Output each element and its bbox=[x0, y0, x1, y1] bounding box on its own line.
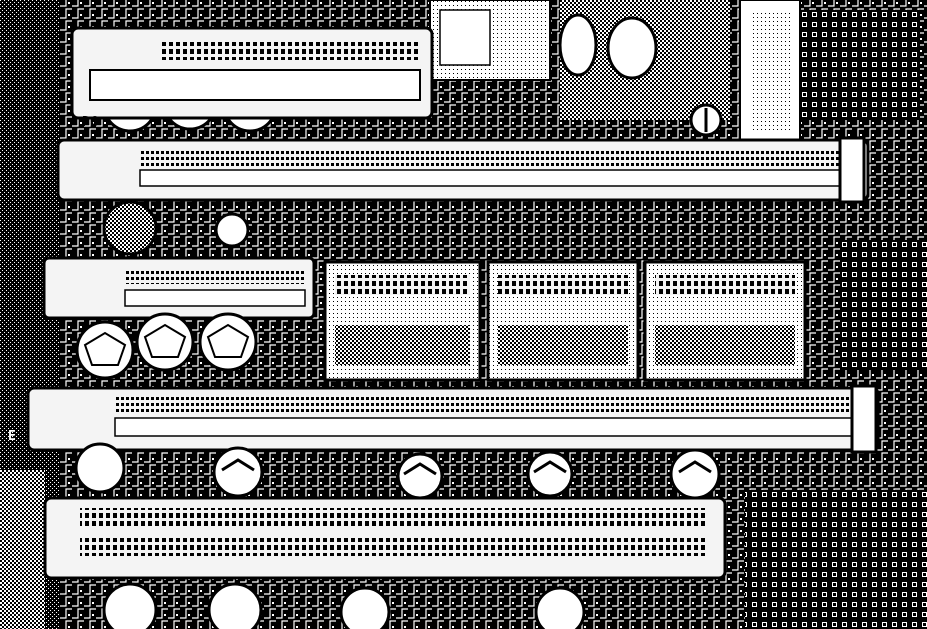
right-grid-header bbox=[840, 240, 927, 370]
capacitor bbox=[209, 584, 261, 629]
pcb-dark-bottom-left bbox=[0, 470, 45, 629]
capacitor bbox=[200, 314, 256, 370]
capacitor bbox=[214, 448, 262, 496]
capacitor bbox=[137, 314, 193, 370]
capacitor bbox=[216, 214, 248, 246]
right-bottom-grid bbox=[745, 490, 927, 629]
expansion-slot-1 bbox=[72, 28, 432, 118]
slot-pins bbox=[160, 42, 420, 60]
top-chip-inner bbox=[440, 10, 490, 65]
expansion-slot-2 bbox=[58, 138, 868, 202]
capacitor bbox=[560, 15, 596, 75]
slot-pins bbox=[80, 508, 705, 526]
connector-blocks bbox=[325, 262, 805, 380]
capacitor bbox=[76, 444, 124, 492]
capacitor bbox=[671, 450, 719, 498]
expansion-slot-3 bbox=[44, 258, 314, 318]
capacitor bbox=[341, 588, 389, 629]
capacitor bbox=[528, 452, 572, 496]
capacitor bbox=[608, 18, 656, 78]
capacitor bbox=[77, 322, 133, 378]
slot-pins bbox=[80, 538, 705, 556]
silkscreen-label-edge: E bbox=[8, 429, 16, 444]
capacitor bbox=[104, 202, 156, 254]
lower-capacitors bbox=[77, 314, 256, 378]
silkscreen-label-pc: PC bbox=[82, 115, 98, 130]
slot-pins bbox=[140, 148, 840, 166]
top-right-header bbox=[800, 10, 920, 120]
capacitor bbox=[398, 454, 442, 498]
top-right-heatsink-fins bbox=[750, 10, 790, 130]
expansion-slot-5 bbox=[45, 498, 725, 578]
slot-pins bbox=[125, 268, 305, 284]
capacitor bbox=[536, 588, 584, 629]
capacitor bbox=[104, 584, 156, 629]
expansion-slot-4 bbox=[28, 386, 878, 452]
slot-pins bbox=[115, 396, 855, 414]
